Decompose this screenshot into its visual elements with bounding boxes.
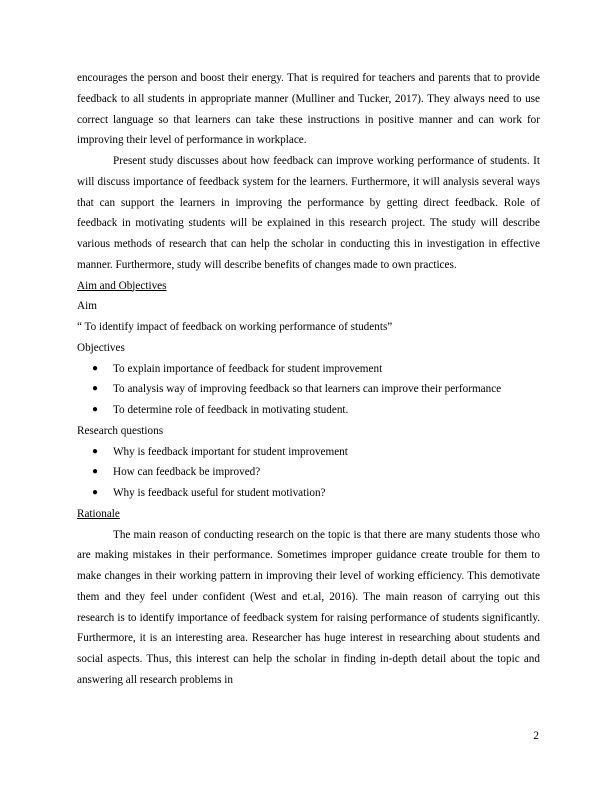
objective-text: To determine role of feedback in motivating student. — [113, 404, 349, 416]
bullet-icon: ● — [92, 362, 99, 374]
research-question-item — [77, 462, 540, 483]
objective-item — [77, 400, 540, 421]
objectives-label: Objectives — [77, 341, 125, 354]
rationale-paragraph: The main reason of conducting research on the topic is that there are many students those who are making mistakes in their performance. Sometimes improper guidance create trouble for them to make changes in their working pattern in improving their level of working efficiency. This demotivate them and they feel under confident (West and et.al, 2016). The main reason of carrying out this research is to identify importance of feedback system for raising performance of students significantly. Furthermore, it is an interesting area. Researcher has huge interest in researching about students and social aspects. Thus, this interest can help the scholar in finding in-depth detail about the topic and answering all research problems in — [77, 528, 540, 686]
aim-text: “ To identify impact of feedback on working performance of students” — [77, 321, 393, 333]
bullet-icon: ● — [92, 445, 99, 457]
research-question-item — [77, 483, 540, 504]
aim-label: Aim — [77, 300, 97, 313]
bullet-icon: ● — [92, 466, 99, 478]
research-question-text: Why is feedback important for student improvement — [113, 445, 348, 458]
aim-objectives-heading: Aim and Objectives — [77, 279, 167, 292]
bullet-icon: ● — [92, 487, 99, 498]
research-questions-list — [77, 442, 540, 504]
bullet-icon: ● — [92, 404, 99, 415]
research-question-text: Why is feedback useful for student motivation? — [113, 487, 326, 499]
document-page-body — [77, 68, 540, 691]
research-question-text: How can feedback be improved? — [113, 466, 261, 479]
objective-text: To analysis way of improving feedback so that learners can improve their performance — [113, 383, 502, 396]
research-question-item — [77, 442, 540, 463]
objectives-list — [77, 359, 540, 421]
objective-item — [77, 359, 540, 380]
page-number: 2 — [533, 730, 539, 742]
objective-item — [77, 379, 540, 400]
objective-text: To explain importance of feedback for student improvement — [113, 362, 383, 375]
research-questions-label: Research questions — [77, 424, 164, 437]
bullet-icon: ● — [92, 383, 99, 395]
intro-paragraph: encourages the person and boost their energy. That is required for teachers and parents that to provide feedback to all students in appropriate manner (Mulliner and Tucker, 2017). They always need to use correct language so that learners can take these instructions in positive manner and can work for improving their level of performance in workplace. — [77, 72, 540, 147]
rationale-heading: Rationale — [77, 507, 120, 520]
present-study-paragraph: Present study discusses about how feedback can improve working performance of students. It will discuss importance of feedback system for the learners. Furthermore, it will analysis several ways that can support the learners in improving the performance by getting direct feedback. Role of feedback in motivating students will be explained in this research project. The study will describe various methods of research that can help the scholar in conducting this in investigation in effective manner. Furthermore, study will describe benefits of changes made to own practices. — [77, 155, 540, 271]
